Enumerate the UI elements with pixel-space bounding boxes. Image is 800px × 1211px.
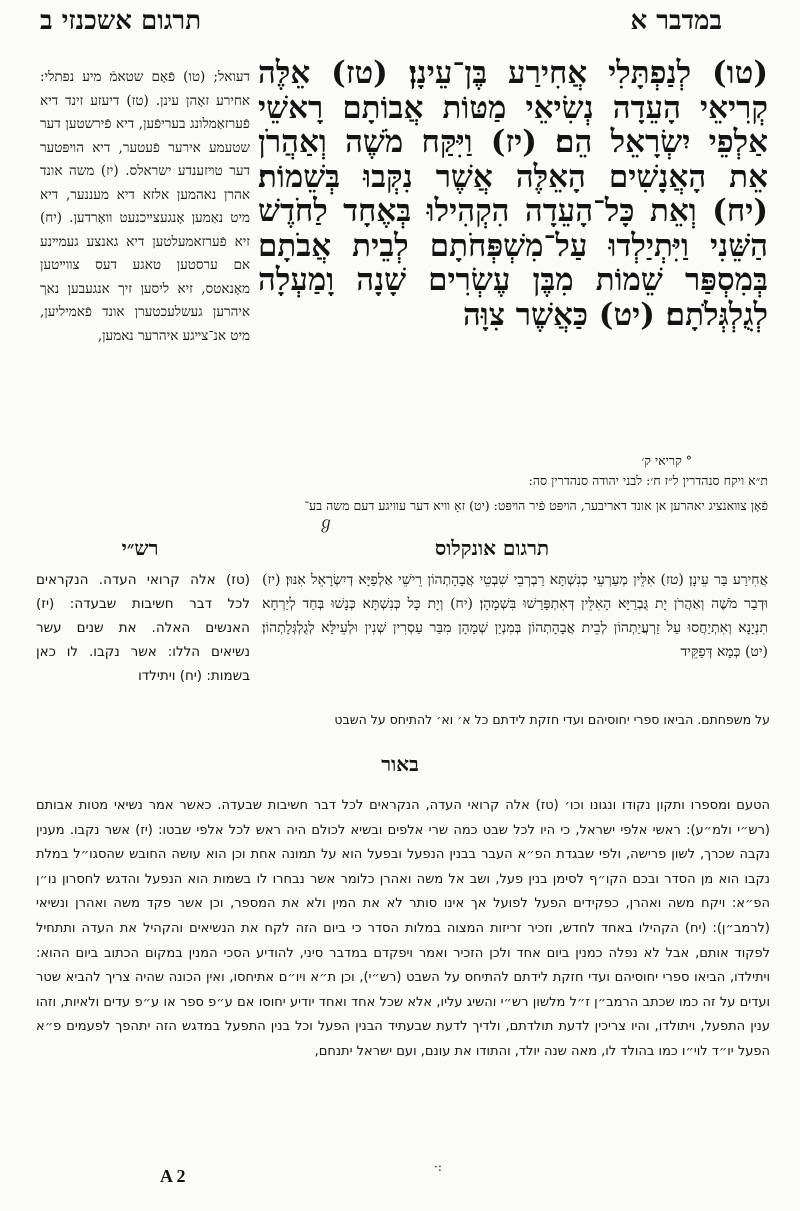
biur-title: באור — [381, 752, 419, 776]
biur-commentary: הטעם ומספרו ותקון נקודו ונגונו וכו׳ (טז) אלה קרואי העדה, הנקראים לכל דבר חשיבות שבעדה. כאשר אמר נשיאי מטות אבותם (רש״י ולמ״ע): ראשי אלפי ישראל, כי היו לכל שבט כמה שרי אלפים ובשיא לכולם היה ראש לכל אלפי שבטו: (יז) אשר נקבו. מענין נקבה שכרך, לשון פרישה, ולפי שבגדת הפ״א העבר בבנין הנפעל ובפעל הוא על תמונה אחת וכן הוא עושה החובש שהסגו״ל במלת נקבו הוא מן הסדר ובכם הקו״ף לסימן בנין פעל, ושב אל משה ואהרן כלומר אשר נבחרו לו בשמות הוא הנפעל והדגש לחסרון נו״ן הפ״א: ויקח משה ואהרן, כפקידים הפעל לפועל אך אינו סותר לא את המין ולא את המספר, וכן אשר פקד משה ואהרן ונשיאי (לרמב״ן): (יח) הקהילו באחד לחדש, וזכיר זריזות המצוה במלות הסדר כי ביום הזה לקח את הנשיאים והקהיל את העדה ותתחיל לפקוד אותם, אבל לא נפלה כמנין ביום אחד ולכן הזכיר ואמר ויפקדם במדבר סיני, להודיע הסכי המנין במקום הכתוב ביום ההוא: ויתילדו, הביאו ספרי יחוסיהם ועדי חזקת לידתם להתיחס על השבט (רש״י), וכן ת״א ויו״ם אתיחסו, ואין הכונה שהיה צריך להביא שטר ועדים על זה כמו שכתב הרמב״ן ז״ל מלשון רש״י והשיג עליו, אלא שכל אחד ואחד יודיע יחוסו אם ע״פ ספר או ע״פ עדים ולאיות, וזהו ענין התפעל, ויתולדו, והיו צריכין לדעת תולדתם, ולדיך לדעת שבעתיד הבנין הפעל וכל בנין התפעל במדגש הזה יתהפך לפעמים פ״א הפעל יו״ד לוי״ו כמו בהולד לו, מאה שנה יולד, והתודו את עונם, ועם ישראל יתנחם, — [36, 798, 770, 1059]
qere-note: ° קריאי ק׳ — [641, 453, 692, 468]
page-header-parasha: במדבר א — [630, 6, 722, 36]
rashi-continuation: על משפחתם. הביאו ספרי יחוסיהם ועדי חזקת לידתם כל א׳ וא׳ להתיחס על השבט — [334, 712, 770, 727]
rashi-text: (טז) אלה קרואי העדה. הנקראים לכל דבר חשיבות שבעדה: (יז) האנשים האלה. את שנים עשר נשיאים הללו: אשר נקבו. לו כאן בשמות: (יח) ויתילדו — [36, 572, 250, 684]
catchword-mark: ·: — [434, 1160, 442, 1174]
masorah-references: ת״א ויקח סנהדרין ל״ז ח׳: לבני יהודה סנהדרין סה: — [528, 473, 768, 488]
onkelos-title: תרגום אונקלוס — [434, 536, 550, 560]
page-signature: A 2 — [160, 1166, 186, 1186]
rashi-title: רש״י — [121, 536, 159, 560]
page-header-translation: תרגום אשכנזי ב — [40, 6, 202, 36]
translation-continuation: פֿאָן צװאנציג יאהרען אן אונד דאריבער, הױפּט פֿיר הױפּט: (יט) זאָ װיא דער עװיגע דעם משה בע־ — [304, 498, 768, 513]
german-translation-column: דעואל; (טו) פֿאָם שטאמֿ מיע נפתלי: אחירע זאָהן עינן. (טז) דיעזע זינד דיא פֿערזאַמלונג בעריפֿען, דיא פֿירשטען דער שטעמע אירער פֿעטער, דיא הױפּטער דער טױזענדע ישראלס. (יז) משה אונד אהרן נאהמען אלזא דיא מעננער, דיא מיט נאַמען אָנגעצײכנעט װאָרדען. (יח) זיא פֿערזאמעלטען דיא גאנצע געמײנע אם ערסטען טאגע דעס צװײטען מאָנאטס, זיא ליסען זיך אנגעבען נאך איהרען געשלעכטערן אונד פֿאמיליען, מיט אנ־צײגע איהרער נאמען, — [40, 69, 250, 344]
hand-mark-icon: ℊ — [318, 513, 335, 532]
torah-verse-text: (טו) לְנַפְתָּלִי אֲחִירַע בֶּן־עֵינָן׃ (טז) אֵלֶּה קְרִיאֵי הָעֵדָה נְשִׂיאֵי מַטּוֹת אֲבוֹתָם רָאשֵׁי אַלְפֵי יִשְׂרָאֵל הֵם׃ (יז) וַיִּקַּח מֹשֶׁה וְאַהֲרֹן אֵת הָאֲנָשִׁים הָאֵלֶּה אֲשֶׁר נִקְּבוּ בְּשֵׁמוֹת׃ (יח) וְאֵת כָּל־הָעֵדָה הִקְהִילוּ בְּאֶחָד לַחֹדֶשׁ הַשֵּׁנִי וַיִּתְיַלְדוּ עַל־מִשְׁפְּחֹתָם לְבֵית אֲבֹתָם בְּמִסְפַּר שֵׁמוֹת מִבֶּן עֶשְׂרִים שָׁנָה וָמַעְלָה לְגֻלְגְּלֹתָם׃ (יט) כַּאֲשֶׁר צִוָּה — [258, 55, 768, 333]
onkelos-text: אֲחִירַע בַּר עֵינָן׃ (טז) אִלֵּין מְעַרְעֵי כְנִשְׁתָּא רַבְרְבֵי שִׁבְטֵי אֲבָהָתְהוֹן רֵישֵׁי אַלְפַיָּא דְיִשְׂרָאֵל אִנּוּן׃ (יז) וּדְבַר מֹשֶׁה וְאַהֲרֹן יָת גֻּבְרַיָּא הָאִלֵּין דְּאִתְפָּרַשׁוּ בִּשְׁמָהָן׃ (יח) וְיָת כָּל כְּנִשְׁתָּא כְּנָשׁוּ בְּחַד לְיַרְחָא תִנְיָנָא וְאִתְיַחֲסוּ עַל זַרְעֲיַתְהוֹן לְבֵית אֲבָהָתְהוֹן בְּמִנְיַן שְׁמָהָן מִבַּר עַסְרִין שְׁנִין וּלְעֵילָּא לְגֻלְגְּלָתְהוֹן׃ (יט) כְּמָא דְּפַקֵּיד — [262, 572, 768, 660]
